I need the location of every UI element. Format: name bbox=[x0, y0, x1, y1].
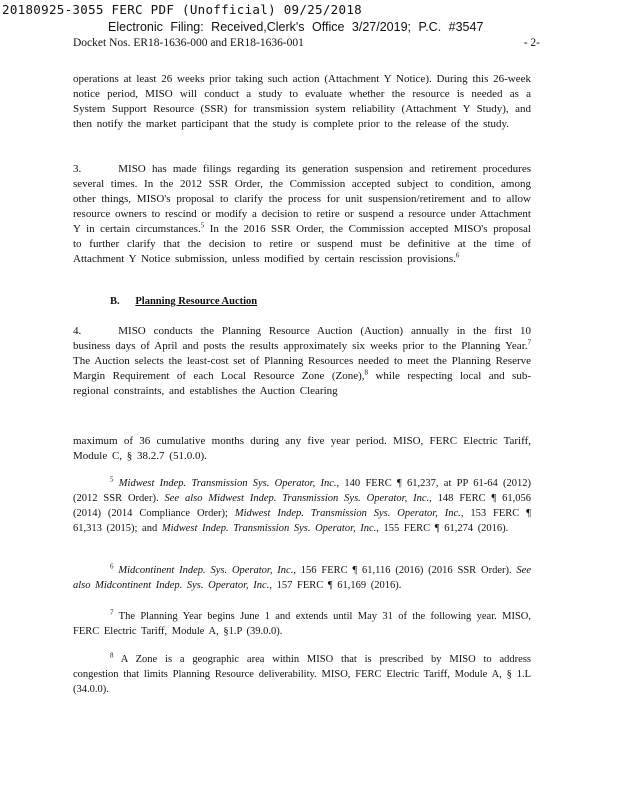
footnote-ref-8[interactable]: 8 bbox=[364, 368, 369, 377]
heading-title: Planning Resource Auction bbox=[135, 296, 258, 307]
paragraph-continued: operations at least 26 weeks prior taking such action (Attachment Y Notice). During this 26-week notice period, MISO will conduct a study to evaluate whether the resource is needed as a System Support Resource (SSR) for transmission system reliability (Attachment Y Study), and then notify the market participant that the study is complete prior to the release of the study. bbox=[73, 73, 531, 130]
footnote-5-case-1: Midwest Indep. Transmission Sys. Operator, Inc. bbox=[118, 478, 337, 489]
heading-letter: B. bbox=[110, 296, 120, 307]
footnote-6 bbox=[73, 563, 531, 593]
footnote-6-number: 6 bbox=[110, 562, 114, 571]
footnote-8-number: 8 bbox=[110, 651, 114, 660]
page-number: - 2- bbox=[523, 37, 540, 49]
footnote-7-text: The Planning Year begins June 1 and extends until May 31 of the following year. MISO, FERC Electric Tariff, Module A, §1.P (39.0.0). bbox=[73, 611, 531, 637]
paragraph-4-number: 4. bbox=[73, 325, 82, 337]
docket-line bbox=[73, 37, 540, 49]
paragraph-4-text-a: MISO conducts the Planning Resource Auction (Auction) annually in the first 10 business days of April and posts the results approximately six weeks prior to the Planning Year. bbox=[73, 325, 531, 352]
paragraph-4-text-c: while respecting local and sub-regional constraints, and establishes the Auction Clearing bbox=[73, 370, 532, 397]
footnote-8-text: A Zone is a geographic area within MISO that is prescribed by MISO to address congestion that limits Planning Resource deliverability. MISO, FERC Electric Tariff, Module A, § 1.L (34.0.0). bbox=[73, 654, 532, 695]
paragraph-3 bbox=[73, 162, 531, 267]
paragraph-4 bbox=[73, 324, 531, 399]
filing-line: Electronic Filing: Received,Clerk's Office 3/27/2019; P.C. #3547 bbox=[108, 20, 484, 34]
paragraph-3-number: 3. bbox=[73, 163, 82, 175]
footnote-7-number: 7 bbox=[110, 608, 114, 617]
footnote-5-cite-3: , 153 FERC ¶ 61,313 (2015); and bbox=[73, 508, 531, 534]
footnote-continued: maximum of 36 cumulative months during any five year period. MISO, FERC Electric Tariff, Module C, § 38.2.7 (51.0.0). bbox=[73, 435, 531, 462]
footnote-5-cite-1: , 140 FERC ¶ 61,237, at PP 61-64 (2012) (2012 SSR Order). bbox=[73, 478, 531, 504]
footnote-8 bbox=[73, 652, 531, 697]
footnote-5-cite-4: , 155 FERC ¶ 61,274 (2016). bbox=[376, 523, 509, 534]
footnote-5-see-also: See also Midwest Indep. Transmission Sys. Operator, Inc. bbox=[164, 493, 430, 504]
footnote-6-cite-1: , 156 FERC ¶ 61,116 (2016) (2016 SSR Order). bbox=[293, 565, 512, 576]
paragraph-3-text-b: In the 2016 SSR Order, the Commission accepted MISO's proposal to further clarify that the decision to retire or suspend must be definitive at the time of Attachment Y Notice submission, unless modified by certain rescission provisions. bbox=[73, 223, 531, 265]
docket-numbers: Docket Nos. ER18-1636-000 and ER18-1636-001 bbox=[73, 37, 304, 49]
footnote-6-see-also: See also Midcontinent Indep. Sys. Operator, Inc. bbox=[73, 565, 531, 591]
footnote-5-case-4: Midwest Indep. Transmission Sys. Operator, Inc. bbox=[161, 523, 377, 534]
section-heading bbox=[110, 296, 257, 307]
footnote-ref-5[interactable]: 5 bbox=[200, 221, 205, 230]
footnote-7 bbox=[73, 609, 531, 639]
footnote-5-number: 5 bbox=[110, 475, 114, 484]
footnote-5-cite-2: , 148 FERC ¶ 61,056 (2014) (2014 Compliance Order); bbox=[73, 493, 531, 519]
footnote-5-case-3: Midwest Indep. Transmission Sys. Operator, Inc. bbox=[234, 508, 461, 519]
ferc-stamp: 20180925-3055 FERC PDF (Unofficial) 09/25/2018 bbox=[2, 2, 362, 17]
footnote-5 bbox=[73, 476, 531, 536]
paragraph-3-text-a: MISO has made filings regarding its generation suspension and retirement procedures several times. In the 2012 SSR Order, the Commission accepted subject to condition, among other things, MISO's proposal to clarify the process for unit suspension/retirement and to allow resource owners to rescind or modify a decision to retire or suspend a resource under Attachment Y in certain circumstances. bbox=[73, 163, 531, 235]
paragraph-4-text-b: The Auction selects the least-cost set of Planning Resources needed to meet the Planning Reserve Margin Requirement of each Local Resource Zone (Zone), bbox=[73, 355, 531, 382]
footnote-6-case-1: Midcontinent Indep. Sys. Operator, Inc. bbox=[118, 565, 294, 576]
footnote-6-cite-2: , 157 FERC ¶ 61,169 (2016). bbox=[269, 580, 402, 591]
footnote-ref-7[interactable]: 7 bbox=[527, 338, 531, 347]
footnote-ref-6[interactable]: 6 bbox=[455, 251, 460, 260]
